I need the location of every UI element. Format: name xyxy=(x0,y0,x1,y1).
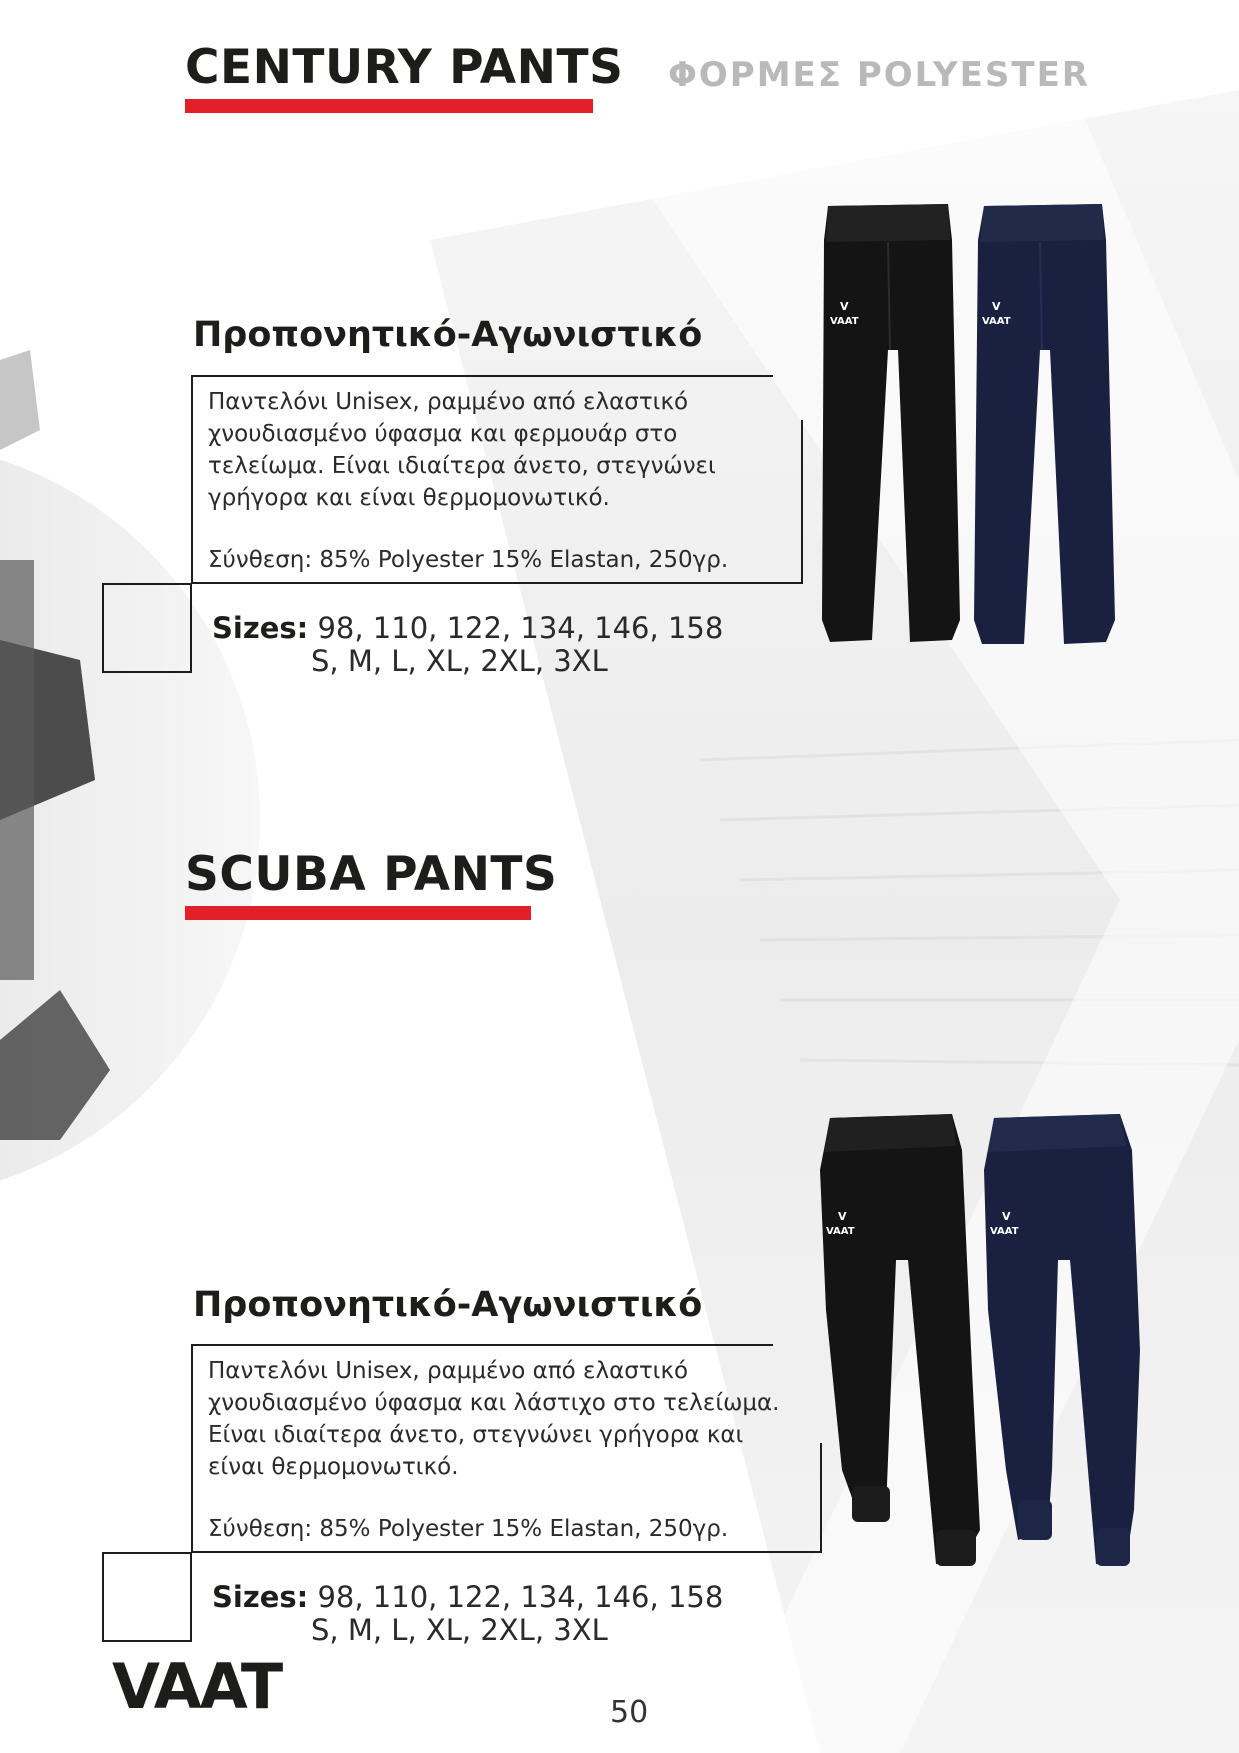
product-image-scuba-navy xyxy=(978,1110,1148,1572)
description-line: Παντελόνι Unisex, ραμμένο από ελαστικό xyxy=(208,389,689,415)
product-title-century: CENTURY PANTS xyxy=(185,40,624,95)
svg-text:V: V xyxy=(992,300,1001,313)
description-line: γρήγορα και είναι θερμομονωτικό. xyxy=(208,485,610,511)
sizes-kids-value: 98, 110, 122, 134, 146, 158 xyxy=(317,1580,724,1614)
composition-text-scuba: Σύνθεση: 85% Polyester 15% Elastan, 250γρ. xyxy=(208,1516,729,1542)
product-subtitle-scuba: Προπονητικό-Αγωνιστικό xyxy=(193,1285,703,1325)
sizes-label: Sizes: xyxy=(212,1580,309,1614)
description-line: χνουδιασμένο ύφασμα και λάστιχο στο τελείωμα. xyxy=(208,1390,780,1416)
description-box-left-line xyxy=(191,375,193,584)
sizes-adults-scuba: S, M, L, XL, 2XL, 3XL xyxy=(311,1613,608,1647)
svg-text:VAAT: VAAT xyxy=(112,1656,282,1714)
product-title-scuba: SCUBA PANTS xyxy=(185,847,558,902)
title-underline-scuba xyxy=(185,906,531,920)
sizes-adults-century: S, M, L, XL, 2XL, 3XL xyxy=(311,644,608,678)
description-line: Παντελόνι Unisex, ραμμένο από ελαστικό xyxy=(208,1358,689,1384)
page-number: 50 xyxy=(610,1695,649,1730)
svg-text:VAAT: VAAT xyxy=(826,1226,855,1237)
product-image-century-black xyxy=(820,200,960,650)
svg-text:V: V xyxy=(838,1210,847,1223)
product-image-century-navy xyxy=(970,200,1115,652)
svg-text:VAAT: VAAT xyxy=(990,1226,1019,1237)
svg-text:VAAT: VAAT xyxy=(830,316,859,327)
description-box-bottom-line xyxy=(193,1551,822,1553)
color-swatch-box-century xyxy=(102,583,192,673)
description-box-bottom-line xyxy=(193,582,803,584)
sizes-kids-value: 98, 110, 122, 134, 146, 158 xyxy=(317,611,724,645)
brand-logo xyxy=(112,1656,312,1714)
description-line: είναι θερμομονωτικό. xyxy=(208,1454,459,1480)
svg-text:V: V xyxy=(1002,1210,1011,1223)
product-image-scuba-black xyxy=(812,1110,982,1570)
sizes-kids-century xyxy=(212,611,724,645)
description-box-right-line xyxy=(801,420,803,584)
product-subtitle-century: Προπονητικό-Αγωνιστικό xyxy=(193,315,703,355)
color-swatch-box-scuba xyxy=(102,1552,192,1642)
title-underline-century xyxy=(185,99,593,113)
svg-text:VAAT: VAAT xyxy=(982,316,1011,327)
brand-logo-mark: V xyxy=(840,300,849,313)
composition-text-century: Σύνθεση: 85% Polyester 15% Elastan, 250γρ. xyxy=(208,547,729,573)
sizes-label: Sizes: xyxy=(212,611,309,645)
description-line: τελείωμα. Είναι ιδιαίτερα άνετο, στεγνώνει xyxy=(208,453,716,479)
description-line: Είναι ιδιαίτερα άνετο, στεγνώνει γρήγορα και xyxy=(208,1422,744,1448)
sizes-kids-scuba xyxy=(212,1580,724,1614)
category-label: ΦΟΡΜΕΣ POLYESTER xyxy=(668,55,1090,95)
description-box-left-line xyxy=(191,1344,193,1553)
description-line: χνουδιασμένο ύφασμα και φερμουάρ στο xyxy=(208,421,678,447)
